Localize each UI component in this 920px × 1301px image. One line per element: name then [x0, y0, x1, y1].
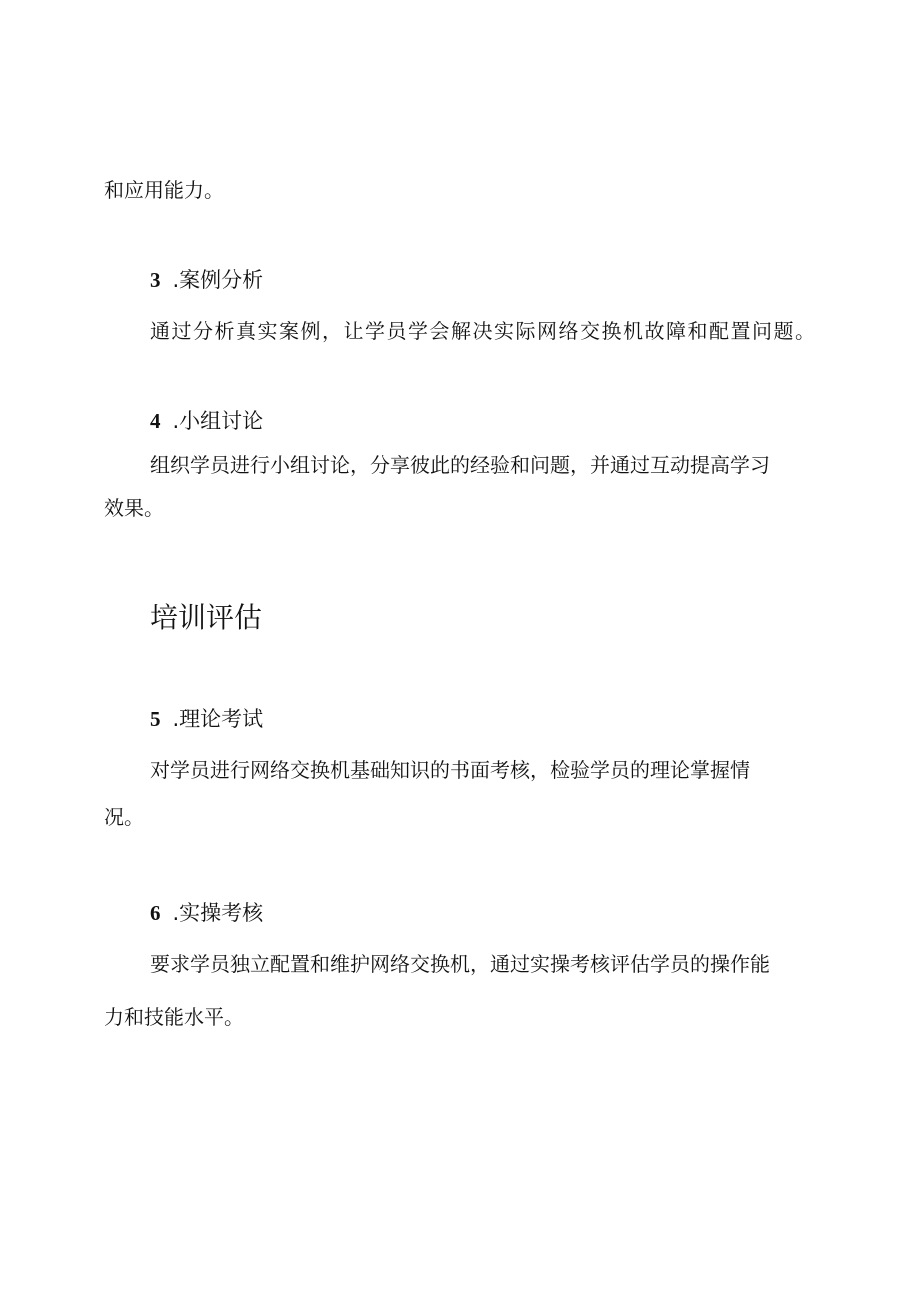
item-body-line: 通过分析真实案例，让学员学会解决实际网络交换机故障和配置问题。: [150, 319, 817, 343]
paragraph-continuation: 和应用能力。: [104, 178, 224, 202]
section-title: 培训评估: [150, 601, 263, 634]
item-title: .小组讨论: [172, 409, 264, 433]
item-heading-4: [150, 406, 263, 436]
item-number: 5: [150, 707, 161, 731]
item-body-line: 力和技能水平。: [104, 1005, 244, 1029]
item-title: .理论考试: [172, 707, 264, 731]
item-heading-5: [150, 704, 263, 734]
item-title: .实操考核: [172, 901, 264, 925]
item-number: 6: [150, 901, 161, 925]
item-body-line: 要求学员独立配置和维护网络交换机，通过实操考核评估学员的操作能: [150, 952, 770, 976]
item-body-line: 效果。: [104, 496, 164, 520]
item-heading-3: [150, 265, 263, 295]
item-number: 4: [150, 409, 161, 433]
item-body-line: 组织学员进行小组讨论，分享彼此的经验和问题，并通过互动提高学习: [150, 453, 770, 477]
item-heading-6: [150, 898, 263, 928]
item-body-line: 对学员进行网络交换机基础知识的书面考核，检验学员的理论掌握情: [150, 758, 750, 782]
item-number: 3: [150, 268, 161, 292]
item-title: .案例分析: [172, 268, 264, 292]
item-body-line: 况。: [104, 805, 144, 829]
